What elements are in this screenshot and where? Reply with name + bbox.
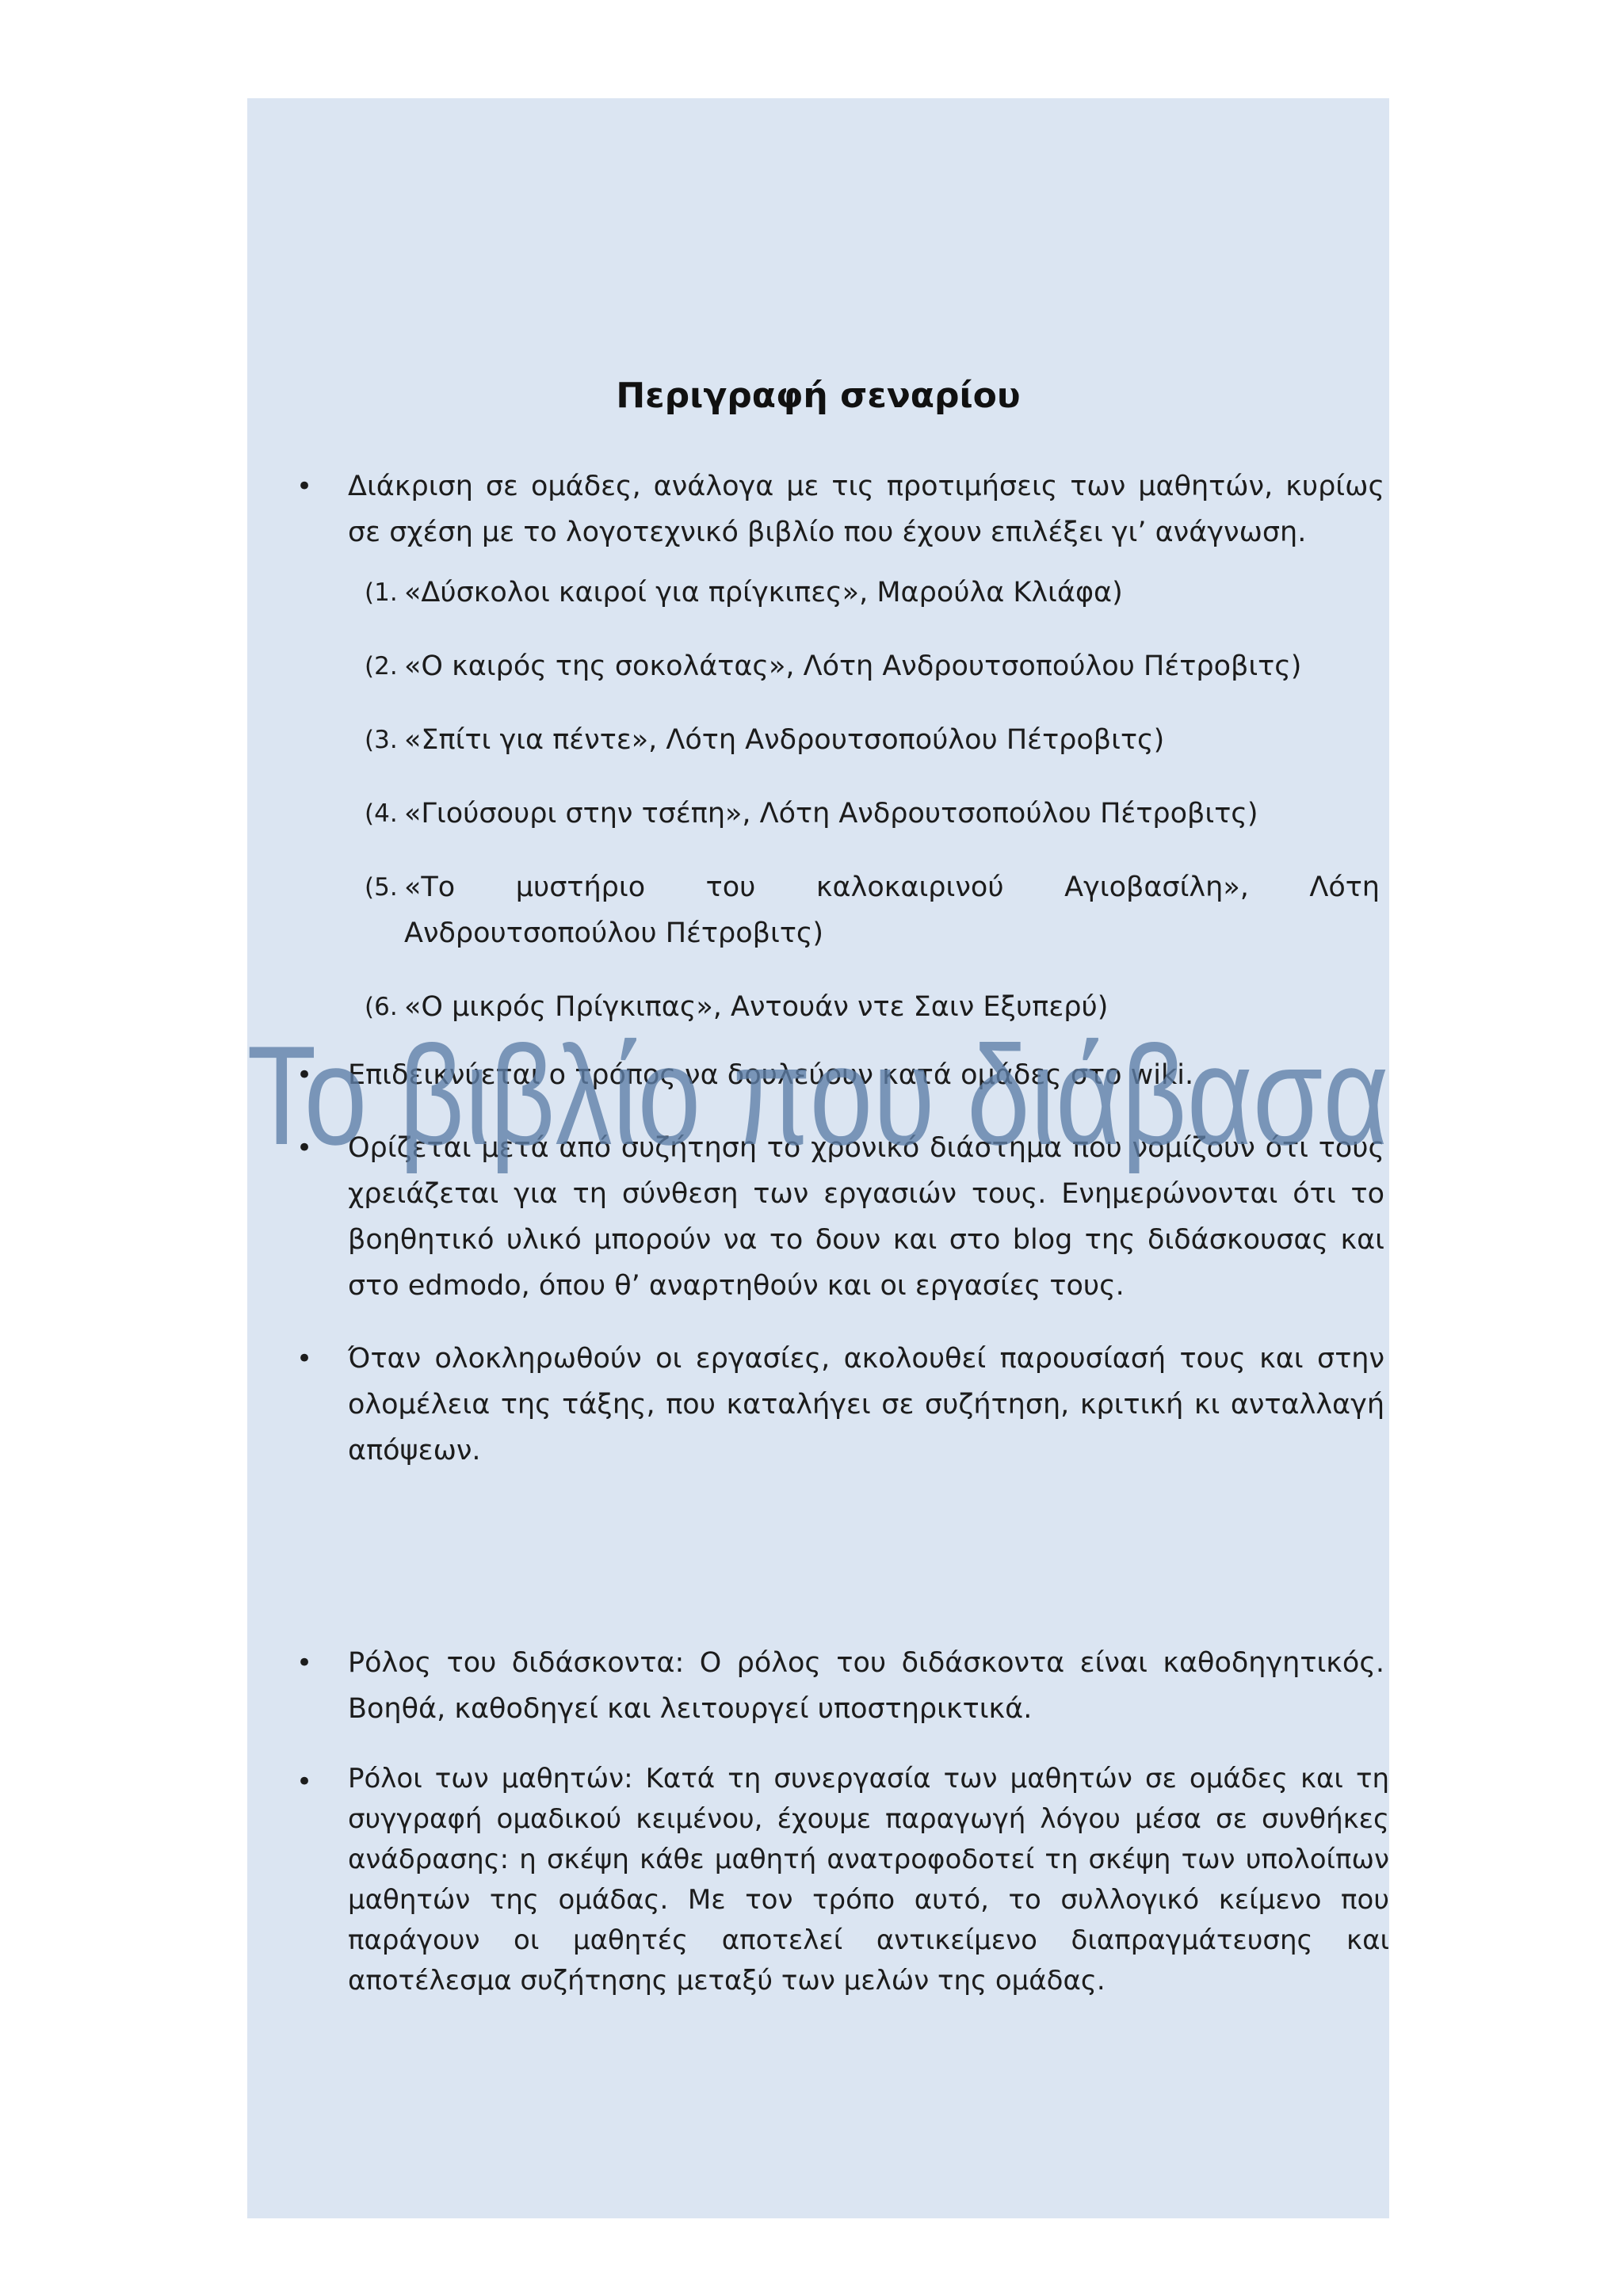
list-item — [247, 463, 1389, 1030]
intro-text: Διάκριση σε ομάδες, ανάλογα με τις προτιμήσεις των μαθητών, κυρίως σε σχέση με το λογοτεχνικό βιβλίο που έχουν επιλέξει γι’ ανάγνωση. — [348, 471, 1384, 548]
student-roles-text: Ρόλοι των μαθητών: Κατά τη συνεργασία των μαθητών σε ομάδες και τη συγγραφή ομαδικού κειμένου, έχουμε παραγωγή λόγου μέσα σε συνθήκες ανάδρασης: η σκέψη κάθε μαθητή ανατροφοδοτεί τη σκέψη των υπολοίπων μαθητών της ομάδας. Με τον τρόπο αυτό, το συλλογικό κείμενο που παράγουν οι μαθητές αποτελεί αντικείμενο διαπραγμάτευσης και αποτέλεσμα συζήτησης μεταξύ των μελών της ομάδας. — [348, 1763, 1389, 1997]
bullet-icon: • — [296, 1059, 313, 1091]
book-title: «Δύσκολοι καιροί για πρίγκιπες», Μαρούλα Κλιάφα) — [404, 577, 1123, 608]
list-item — [247, 1640, 1389, 1732]
list-item — [247, 1759, 1389, 2001]
book-item — [247, 717, 1384, 763]
book-number: (3. — [365, 726, 398, 754]
teacher-role-text: Ρόλος του διδάσκοντα: Ο ρόλος του διδάσκοντα είναι καθοδηγητικός. Βοηθά, καθοδηγεί και λειτουργεί υποστηρικτικά. — [348, 1647, 1384, 1725]
bullet-list — [247, 463, 1389, 1474]
paragraph-text: Όταν ολοκληρωθούν οι εργασίες, ακολουθεί παρουσίασή τους και στην ολομέλεια της τάξης, που καταλήγει σε συζήτηση, κριτική κι ανταλλαγή απόψεων. — [348, 1343, 1384, 1466]
bullet-icon: • — [296, 1132, 313, 1164]
book-title: «Το μυστήριο του καλοκαιρινού Αγιοβασίλη», Λότη Ανδρουτσοπούλου Πέτροβιτς) — [404, 871, 1380, 949]
book-number: (4. — [365, 799, 398, 828]
book-item — [247, 984, 1384, 1030]
book-title: «Ο μικρός Πρίγκιπας», Αντουάν ντε Σαιν Εξυπερύ) — [404, 991, 1109, 1023]
book-title: «Σπίτι για πέντε», Λότη Ανδρουτσοπούλου Πέτροβιτς) — [404, 724, 1165, 756]
book-title: «Ο καιρός της σοκολάτας», Λότη Ανδρουτσοπούλου Πέτροβιτς) — [404, 650, 1302, 682]
list-item — [247, 1052, 1389, 1098]
book-item — [247, 570, 1384, 616]
bullet-icon: • — [296, 1766, 313, 1798]
paragraph-text: Ορίζεται μετά από συζήτηση το χρονικό διάστημα που νομίζουν ότι τους χρειάζεται για τη σύνθεση των εργασιών τους. Ενημερώνονται ότι το βοηθητικό υλικό μπορούν να το δουν και στο blog της διδάσκουσας και στο edmodo, όπου θ’ αναρτηθούν και οι εργασίες τους. — [348, 1132, 1384, 1302]
book-number: (1. — [365, 578, 398, 607]
book-title: «Γιούσουρι στην τσέπη», Λότη Ανδρουτσοπούλου Πέτροβιτς) — [404, 798, 1258, 830]
page-title: Περιγραφή σεναρίου — [616, 376, 1021, 416]
bullet-icon: • — [296, 1647, 313, 1679]
roles-list — [247, 1640, 1389, 2001]
list-item — [247, 1125, 1389, 1309]
watermark-text: Το βιβλίο που διάβασα — [247, 1027, 1389, 1174]
paragraph-text: Επιδεικνύεται ο τρόπος να δουλεύουν κατά ομάδες στο wiki. — [348, 1059, 1194, 1091]
book-number: (6. — [365, 993, 398, 1021]
book-number: (2. — [365, 652, 398, 681]
book-list — [247, 570, 1384, 1030]
list-item — [247, 1336, 1389, 1474]
book-item — [247, 643, 1384, 689]
bullet-icon: • — [296, 1343, 313, 1375]
document-body — [247, 463, 1389, 2001]
book-item — [247, 864, 1384, 956]
book-item — [247, 791, 1384, 837]
book-number: (5. — [365, 873, 398, 902]
bullet-icon: • — [296, 471, 313, 502]
